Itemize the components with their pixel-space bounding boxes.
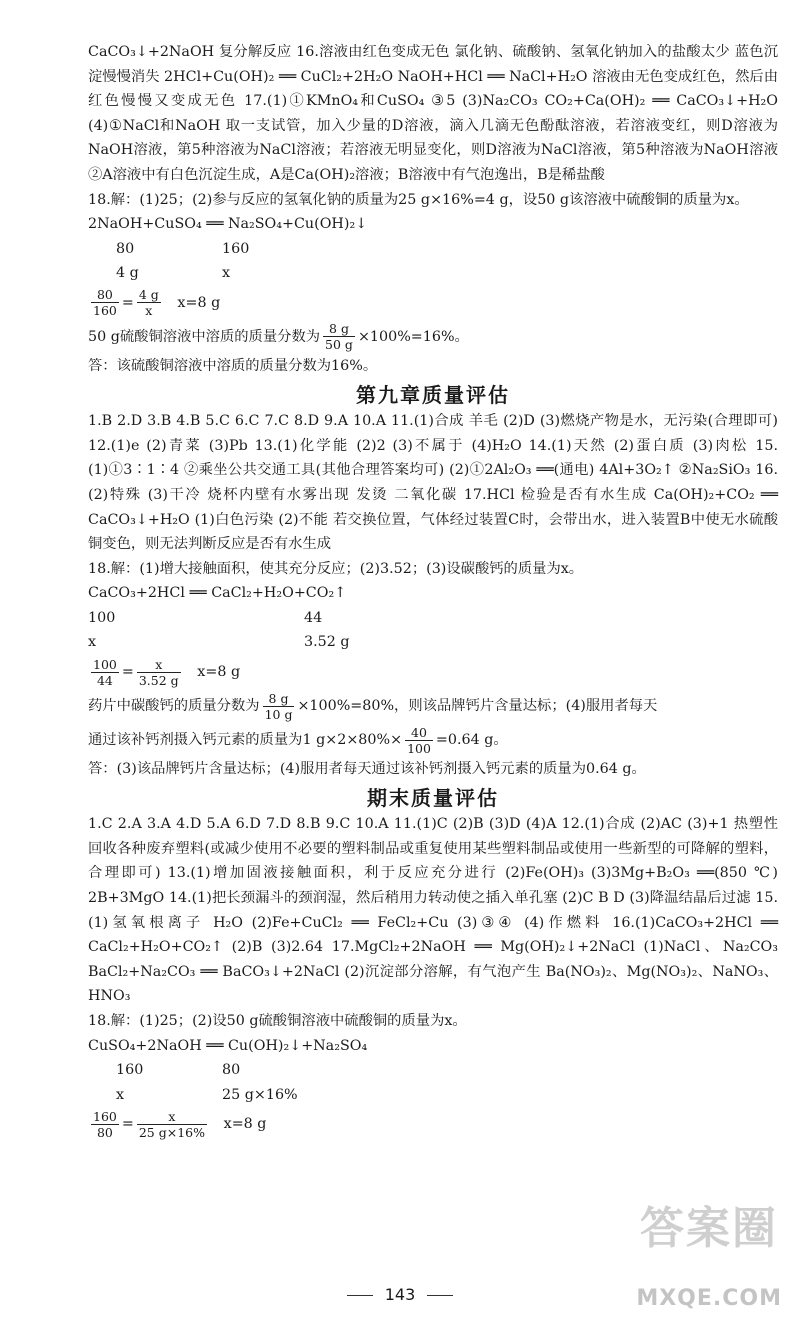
watermark-cn: 答案圈 (640, 1203, 778, 1254)
ratio-row-2 (88, 1083, 778, 1108)
fraction: $\frac{80}{160}$ (93, 287, 117, 319)
section-heading-final: 期末质量评估 (367, 785, 499, 810)
q18-intro: 18.解：(1)增大接触面积，使其充分反应；(2)3.52；(3)设碳酸钙的质量为x。 (88, 560, 584, 577)
final-answers: 1.C 2.A 3.A 4.D 5.A 6.D 7.D 8.B 9.C 10.A 11.(1)C (2)B (3)D (4)A 12.(1)合成 (2)AC (3)+1 热塑性 回收各种废弃塑料(或减少使用不必要的塑料制品或重复使用某些塑料制品或使用一些新型的可降解的塑料，合理即可) 13.(1)增加固液接触面积，利于反应充分进行 (2)Fe(OH)₃ (3)3Mg+B₂O₃ ══(850 ℃) 2B+3MgO 14.(1)把长颈漏斗的颈润湿，然后稍用力转动使之插入单孔塞 (2)C B D (3)降温结晶后过滤 15.(1)氢氧根离子 H₂O (2)Fe+CuCl₂ ══ FeCl₂+Cu (3)③④ (4)作燃料 16.(1)CaCO₃+2HCl ══ CaCl₂+H₂O+CO₂↑ (2)B (3)2.64 17.MgCl₂+2NaOH ══ Mg(OH)₂↓+2NaCl (1)NaCl、Na₂CO₃ BaCl₂+Na₂CO₃ ══ BaCO₃↓+2NaCl (2)沉淀部分溶解，有气泡产生 Ba(NO₃)₂、Mg(NO₃)₂、NaNO₃、HNO₃ (88, 816, 778, 1005)
ratio-value: x (116, 1086, 125, 1103)
ratio-row-1 (88, 1058, 778, 1083)
fraction: $\frac{8 g}{10 g}$ (264, 690, 293, 722)
ratio-row-1 (88, 606, 778, 631)
ratio-result: x=8 g (197, 663, 241, 680)
ratio-row-1 (88, 237, 778, 262)
ratio-row-2 (88, 261, 778, 286)
fraction: $\frac{4 g}{x}$ (138, 287, 159, 319)
chapter9-answers: 1.B 2.D 3.B 4.B 5.C 6.C 7.C 8.D 9.A 10.A 11.(1)合成 羊毛 (2)D (3)燃烧产物是水，无污染(合理即可) 12.(1)e (2)青菜 (3)Pb 13.(1)化学能 (2)2 (3)不属于 (4)H₂O 14.(1)天然 (2)蛋白质 (3)肉松 15.(1)①3∶1∶4 ②乘坐公共交通工具(其他合理答案均可) (2)①2Al₂O₃ ══(通电) 4Al+3O₂↑ ②Na₂SiO₃ 16.(2)特殊 (3)干冷 烧杯内壁有水雾出现 发烫 二氧化碳 17.HCl 检验是否有水生成 Ca(OH)₂+CO₂ ══ CaCO₃↓+H₂O (1)白色污染 (2)不能 若交换位置，气体经过装置C时，会带出水，进入装置B中使无水硫酸铜变色，则无法判断反应是否有水生成 (88, 413, 778, 553)
ratio-value: 25 g×16% (222, 1086, 298, 1103)
fraction: $\frac{8 g}{50 g}$ (325, 321, 353, 353)
ratio-result: x=8 g (223, 1116, 267, 1133)
ratio-value: 3.52 g (304, 634, 350, 651)
section-heading-chapter9: 第九章质量评估 (356, 382, 510, 407)
answer-line: 答：(3)该品牌钙片含量达标；(4)服用者每天通过该补钙剂摄入钙元素的质量为0.64 g。 (88, 761, 646, 778)
ratio-value: x (88, 634, 97, 651)
chemical-equation: CaCO₃+2HCl ══ CaCl₂+H₂O+CO₂↑ (88, 585, 347, 602)
ratio-result: x=8 g (177, 294, 221, 311)
ratio-value: x (222, 265, 231, 282)
page-number (0, 1283, 800, 1308)
page-number-text: 143 (384, 1285, 416, 1304)
ratio-equation: $\frac{160}{80}$ = $\frac{x}{25 g\times 16\%}$ x=8 g (93, 1108, 267, 1140)
answer-line: 答：该硫酸铜溶液中溶质的质量分数为16%。 (88, 357, 378, 374)
ratio-row-2 (88, 630, 778, 655)
chemical-equation: CuSO₄+2NaOH ══ Cu(OH)₂↓+Na₂SO₄ (88, 1037, 368, 1054)
fraction: $\frac{x}{3.52 g}$ (138, 656, 179, 688)
ratio-value: 100 (88, 609, 116, 626)
mass-fraction-line: 50 g硫酸铜溶液中溶质的质量分数为 $\frac{8 g}{50 g}$ ×100%=16%。 (88, 321, 469, 353)
ratio-equation: $\frac{80}{160}$ = $\frac{4 g}{x}$ x=8 g (93, 287, 221, 319)
ratio-value: 80 (116, 240, 135, 257)
fraction: $\frac{100}{44}$ (93, 656, 117, 688)
q18-intro: 18.解：(1)25；(2)设50 g硫酸铜溶液中硫酸铜的质量为x。 (88, 1013, 467, 1029)
ratio-value: 80 (222, 1062, 241, 1079)
fraction: $\frac{x}{25 g\times 16\%}$ (138, 1108, 205, 1140)
ratio-value: 160 (222, 240, 250, 257)
q18-intro: 18.解：(1)25；(2)参与反应的氢氧化钠的质量为25 g×16%=4 g，设50 g该溶液中硫酸铜的质量为x。 (88, 191, 749, 208)
ratio-value: 44 (304, 609, 323, 626)
watermark-url: MXQE.COM (636, 1286, 782, 1311)
chemical-equation: 2NaOH+CuSO₄ ══ Na₂SO₄+Cu(OH)₂↓ (88, 216, 368, 233)
fraction: $\frac{160}{80}$ (93, 1108, 117, 1140)
fraction: $\frac{40}{100}$ (407, 724, 431, 756)
ratio-value: 4 g (116, 265, 139, 282)
mass-fraction-line: 药片中碳酸钙的质量分数为 $\frac{8 g}{10 g}$ ×100%=80%，则该品牌钙片含量达标；(4)服用者每天 (88, 690, 658, 722)
ratio-equation: $\frac{100}{44}$ = $\frac{x}{3.52 g}$ x=8 g (93, 656, 241, 688)
chapter8-answers-continued: CaCO₃↓+2NaOH 复分解反应 16.溶液由红色变成无色 氯化钠、硫酸钠、氢氧化钠加入的盐酸太少 蓝色沉淀慢慢消失 2HCl+Cu(OH)₂ ══ CuCl₂+2H₂O NaOH+HCl ══ NaCl+H₂O 溶液由无色变成红色，然后由红色慢慢又变成无色 17.(1)①KMnO₄和CuSO₄ ③5 (3)Na₂CO₃ CO₂+Ca(OH)₂ ══ CaCO₃↓+H₂O (4)①NaCl和NaOH 取一支试管，加入少量的D溶液，滴入几滴无色酚酞溶液，若溶液变红，则D溶液为NaOH溶液，第5种溶液为NaCl溶液；若溶液无明显变化，则D溶液为NaCl溶液，第5种溶液为NaOH溶液 ②A溶液中有白色沉淀生成，A是Ca(OH)₂溶液；B溶液中有气泡逸出，B是稀盐酸 (88, 44, 778, 183)
calcium-mass-line: 通过该补钙剂摄入钙元素的质量为1 g×2×80%× $\frac{40}{100}$ =0.64 g。 (88, 724, 508, 756)
ratio-value: 160 (116, 1062, 144, 1079)
